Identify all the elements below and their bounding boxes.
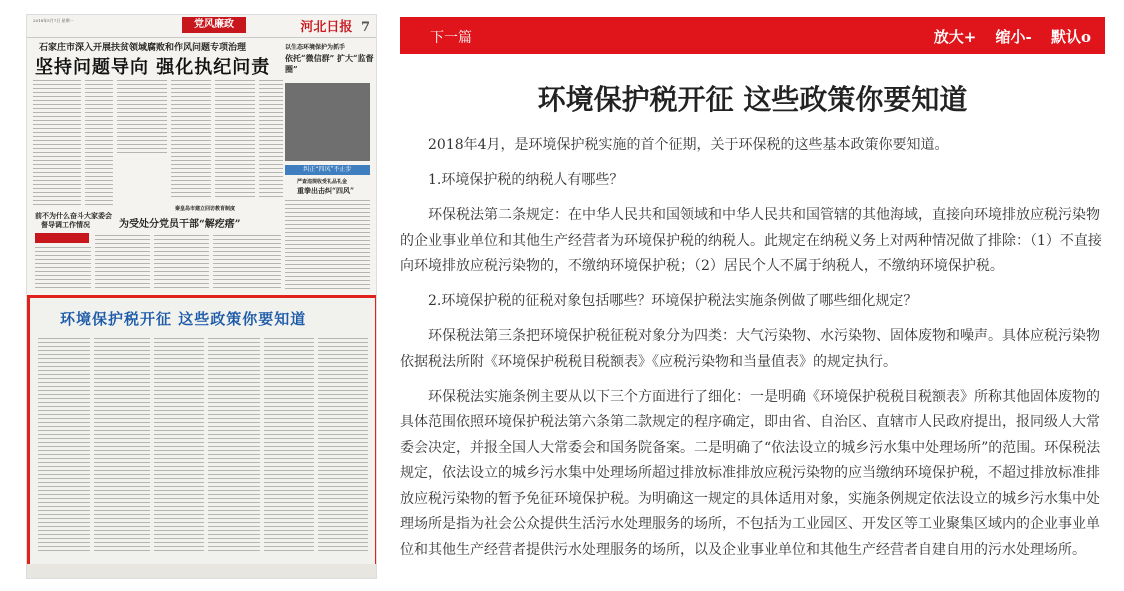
text-column — [285, 200, 370, 290]
zoom-controls — [920, 26, 1091, 47]
blue-tag: 纠正“四风”不止步 — [285, 165, 370, 175]
paper-main-headline: 坚持问题导向 强化执纪问责 — [35, 57, 271, 78]
article-question: 1.环境保护税的纳税人有哪些？ — [428, 172, 624, 188]
article-question: 2.环境保护税的征税对象包括哪些？环境保护税法实施条例做了哪些细化规定？ — [428, 293, 918, 309]
highlighted-article-region[interactable] — [27, 295, 377, 567]
text-column — [215, 80, 255, 200]
next-article-link[interactable]: 下一篇 — [430, 30, 472, 46]
article-reader — [400, 60, 1105, 558]
article-paragraph: 环保税法第三条把环境保护税征税对象分为四类：大气污染物、水污染物、固体废物和噪声。具体应税污染物依据税法所附《环境保护税税目税额表》《应税污染物和当量值表》的规定执行。 — [400, 328, 1100, 370]
text-column — [208, 338, 260, 553]
text-column — [95, 235, 150, 291]
paper-dateline: 2018年5月7日 星期一 — [33, 18, 74, 23]
article-title: 环境保护税开征 这些政策你要知道 — [537, 83, 968, 116]
center-kicker: 秦皇岛市建立回访教育制度 — [175, 206, 236, 212]
text-column — [154, 338, 204, 553]
text-column — [213, 235, 281, 291]
side-headline: 重拳出击纠“四风” — [297, 186, 355, 195]
mid-kicker: 前不为什么奋斗大家委会 — [35, 211, 112, 220]
article-paragraph: 环保税法实施条例主要从以下三个方面进行了细化：一是明确《环境保护税税目税额表》所称其他固体废物的具体范围依照环境保护税法第六条第二款规定的程序确定，即由省、自治区、直辖市人民政府提出，报同级人大常委会决定，并报全国人大常委会和国务院备案。二是明确了“依法设立的城乡污水集中处理场所”的范围。环保税法规定，依法设立的城乡污水集中处理场所超过排放标准排放应税污染物的应当缴纳环境保护税，不超过排放标准排放应税污染物的暂予免征环境保护税。为明确这一规定的具体适用对象，实施条例规定依法设立的城乡污水集中处理场所是指为社会公众提供生活污水处理服务的场所，不包括为工业园区、开发区等工业聚集区域内的企业事业单位和其他生产经营者提供污水处理服务的场所，以及企业事业单位和其他生产经营者自建自用的污水处理场所。 — [400, 388, 1101, 558]
text-column — [38, 338, 90, 553]
article-paragraph: 环保税法第二条规定：在中华人民共和国领域和中华人民共和国管辖的其他海域，直接向环境排放应税污染物的企业事业单位和其他生产经营者为环境保护税的纳税人。此规定在纳税义务上对两种情况做了排除：（1）不直接向环境排放应税污染物的，不缴纳环境保护税；（2）居民个人不属于纳税人，不缴纳环境保护税。 — [400, 207, 1102, 274]
article-paragraph: 2018年4月，是环境保护税实施的首个征期，关于环保税的这些基本政策你要知道。 — [428, 137, 949, 153]
text-column — [117, 80, 167, 155]
paper-masthead — [300, 16, 370, 35]
text-column — [35, 247, 91, 291]
reset-zoom-button[interactable]: 默认o — [1050, 28, 1091, 46]
zoom-in-button[interactable]: 放大+ — [933, 28, 977, 46]
paper-kicker: 石家庄市深入开展扶贫领域腐败和作风问题专项治理 — [39, 43, 247, 53]
reader-toolbar — [400, 17, 1105, 54]
paper-section-label: 党风廉政 — [182, 17, 246, 33]
paper-right-headline: 依托“微信群” 扩大“监督圈” — [285, 53, 374, 74]
text-column — [171, 80, 211, 200]
paper-footer — [27, 564, 376, 578]
text-column — [264, 338, 314, 553]
newspaper-page-thumbnail[interactable] — [26, 14, 377, 579]
mid-headline: 督导调工作情况 — [41, 220, 90, 229]
side-kicker: 严查违规收受礼品礼金 — [297, 179, 348, 185]
text-column — [259, 80, 283, 200]
text-column — [33, 80, 81, 205]
red-tag — [35, 233, 89, 243]
page-number: 7 — [360, 20, 370, 35]
news-photo — [285, 83, 370, 161]
center-headline: 为受处分党员干部“解疙瘩” — [119, 219, 241, 230]
text-column — [154, 235, 209, 291]
paper-header — [27, 15, 376, 38]
text-column — [94, 338, 150, 553]
text-column — [318, 338, 368, 553]
zoom-out-button[interactable]: 缩小- — [995, 28, 1032, 46]
text-column — [85, 80, 113, 205]
paper-right-kicker: 以生态环境保护为抓手 — [285, 44, 346, 51]
article-body — [400, 133, 1105, 573]
highlighted-article-title: 环境保护税开征 这些政策你要知道 — [60, 310, 307, 328]
masthead-text: 河北日报 — [300, 20, 353, 35]
